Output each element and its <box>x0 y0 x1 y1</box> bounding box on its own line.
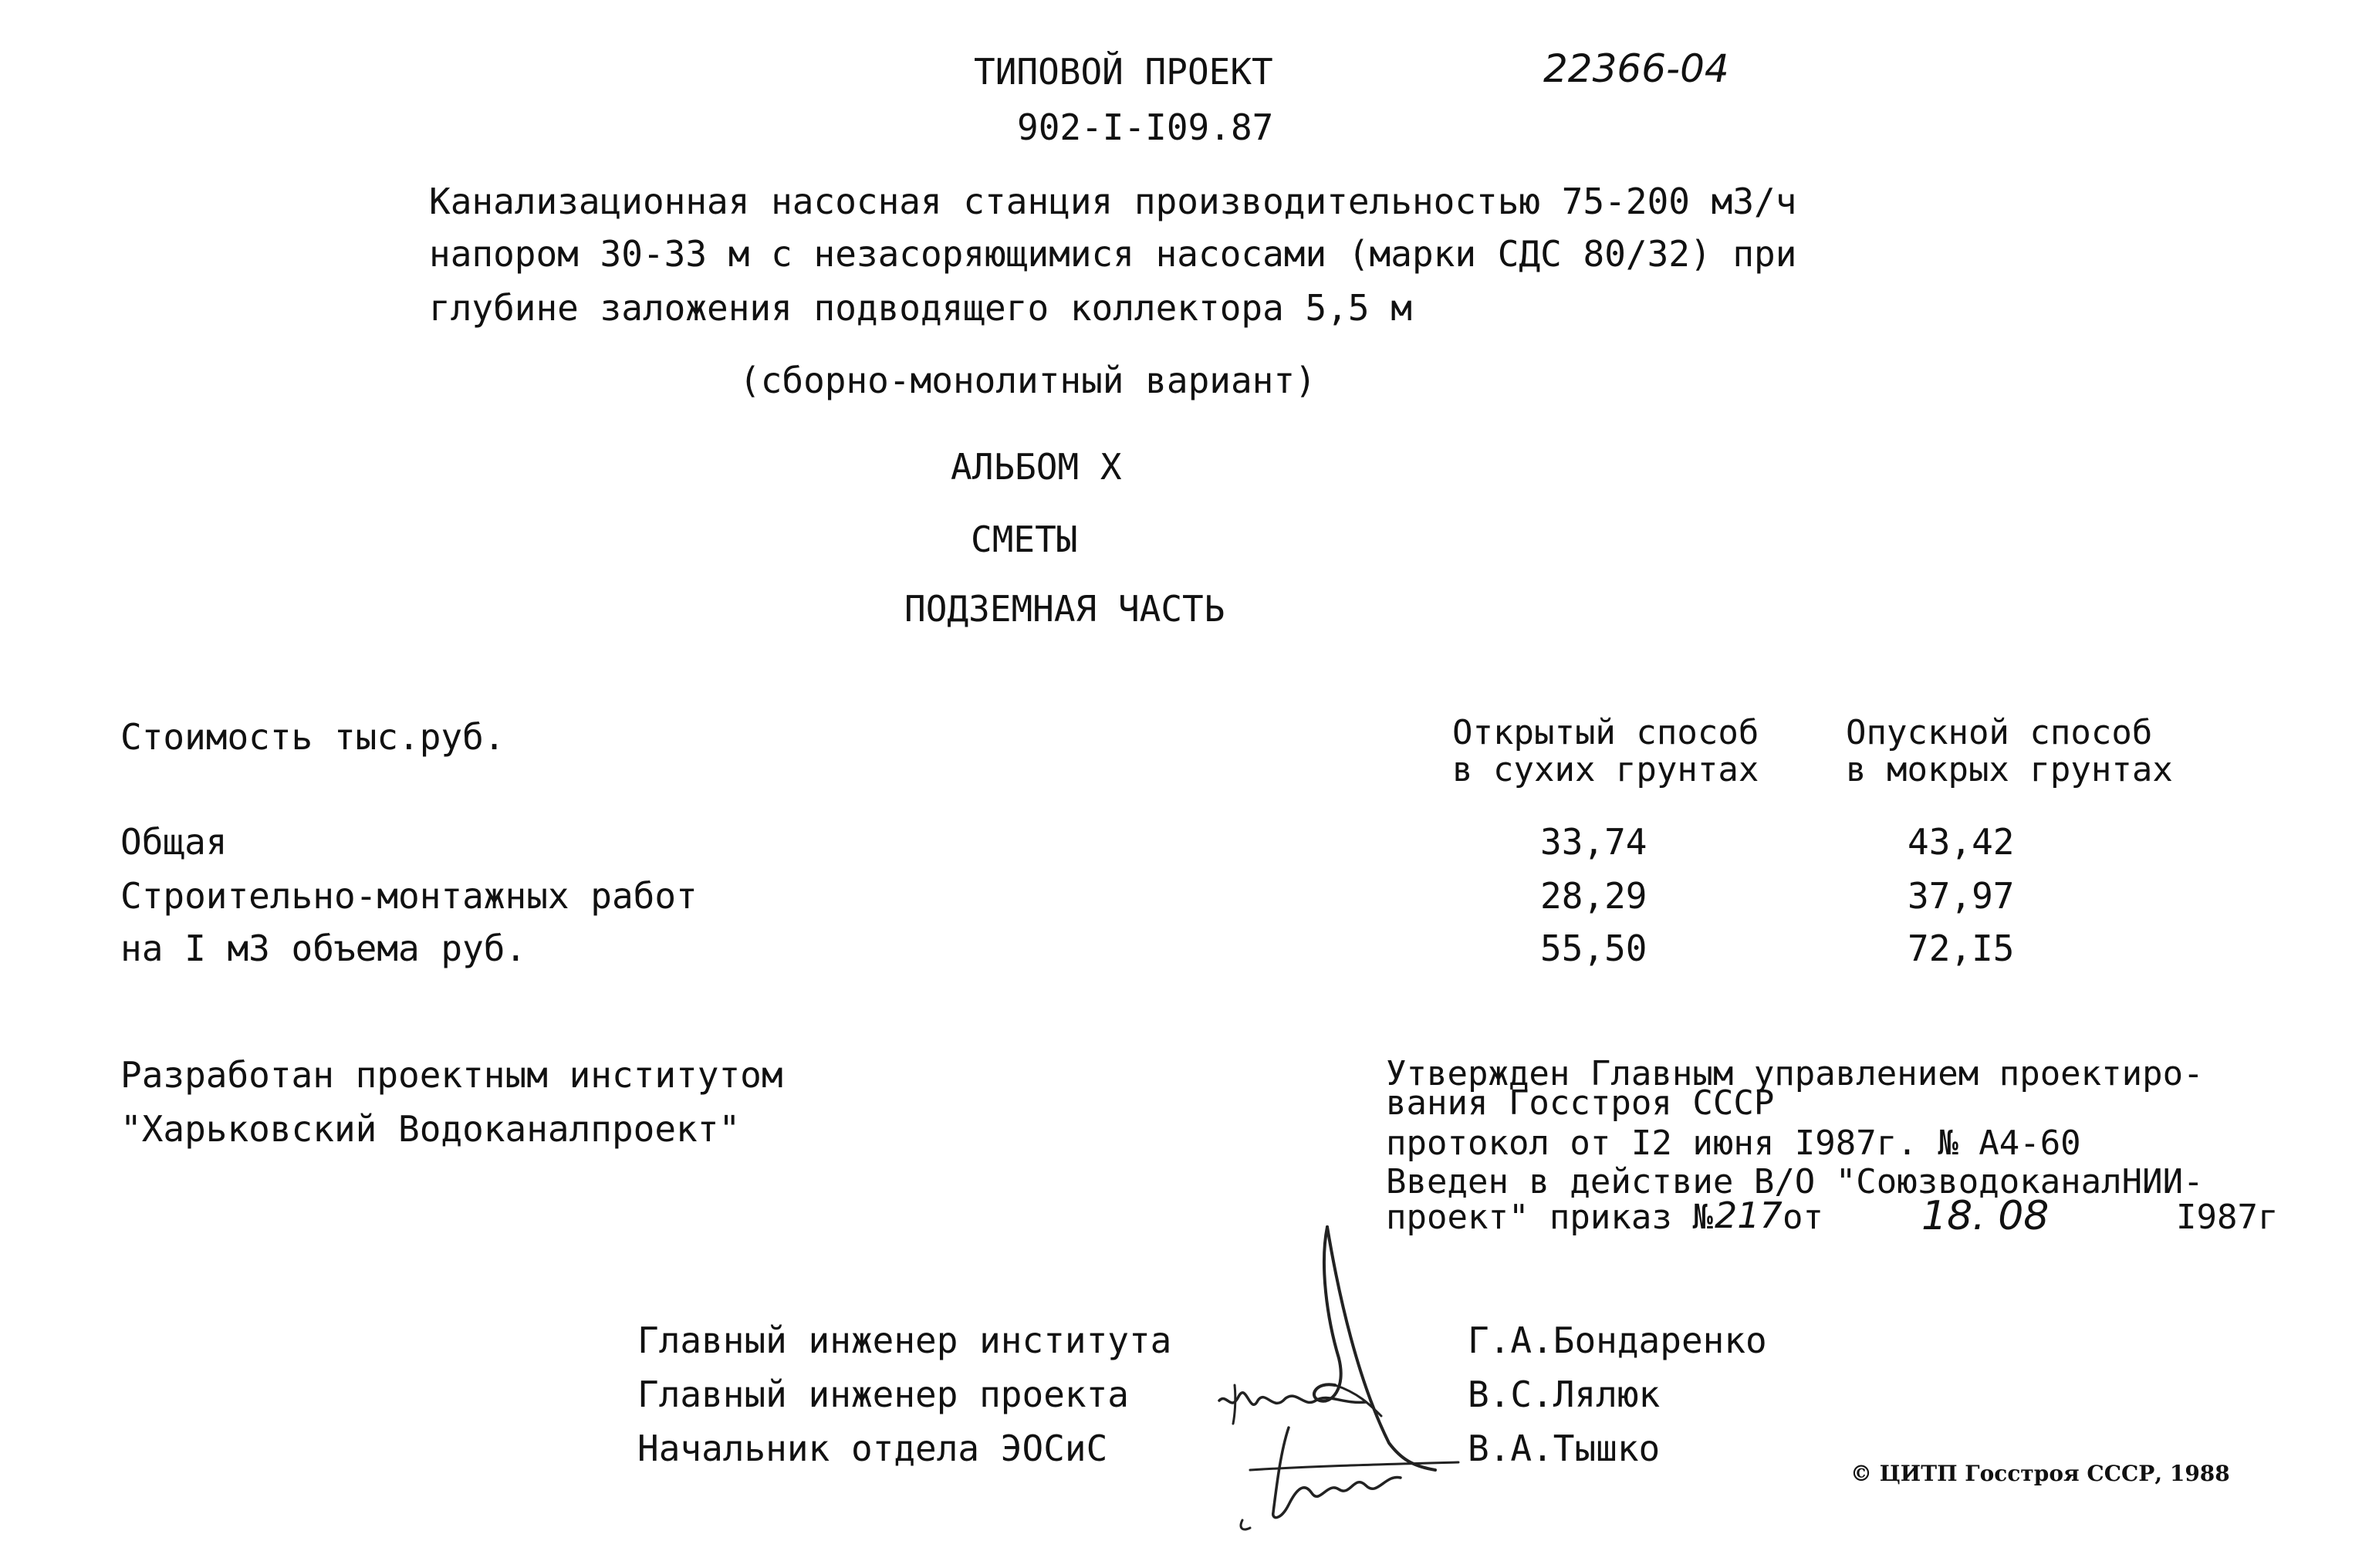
album-subtitle: ПОДЗЕМНАЯ ЧАСТЬ <box>904 588 1225 630</box>
description-line-2: напором 30-33 м с незасоряющимися насосами (марки СДС 80/32) при <box>429 233 1797 275</box>
description-line-1: Канализационная насосная станция производительностью 75-200 м3/ч <box>429 181 1797 222</box>
approval-line-2: вания Госстроя СССР <box>1386 1083 1775 1123</box>
table-cell-lowered-wet: 37,97 <box>1908 875 2015 917</box>
signatory-role: Главный инженер института <box>637 1320 1172 1361</box>
approval-line-5-prefix: проект" приказ № <box>1386 1198 1713 1237</box>
description-variant: (сборно-монолитный вариант) <box>739 360 1316 401</box>
table-row-label: Общая <box>120 821 228 863</box>
approval-line-3: протокол от I2 июня I987г. № А4-60 <box>1386 1124 2081 1163</box>
signature-department-head <box>1219 1420 1466 1536</box>
table-cell-lowered-wet: 72,I5 <box>1908 928 2015 969</box>
table-cell-open-dry: 55,50 <box>1540 928 1647 969</box>
signatory-name: В.А.Тышко <box>1468 1428 1661 1469</box>
approval-line-4: Введен в действие В/О "СоюзводоканалНИИ- <box>1386 1162 2204 1201</box>
table-row-label: Строительно-монтажных работ <box>120 875 698 917</box>
table-row-label: на I м3 объема руб. <box>120 928 527 969</box>
developer-line-1: Разработан проектным институтом <box>120 1054 783 1096</box>
approval-line-1: Утвержден Главным управлением проектиро- <box>1386 1054 2204 1093</box>
signatory-name: В.С.Лялюк <box>1468 1374 1661 1415</box>
developer-line-2: "Харьковский Водоканалпроект" <box>120 1108 741 1150</box>
table-cell-open-dry: 33,74 <box>1540 821 1647 863</box>
cost-table-label: Стоимость тыс.руб. <box>120 716 505 758</box>
project-type-label: ТИПОВОЙ ПРОЕКТ <box>974 51 1273 93</box>
signatory-name: Г.А.Бондаренко <box>1468 1320 1767 1361</box>
copyright-notice: © ЦИТП Госстроя СССР, 1988 <box>1850 1461 2230 1486</box>
album-title: СМЕТЫ <box>971 519 1078 560</box>
project-number: 902-I-I09.87 <box>1017 106 1274 148</box>
description-line-3: глубине заложения подводящего коллектора 5,5 м <box>429 287 1412 329</box>
table-cell-open-dry: 28,29 <box>1540 875 1647 917</box>
handwritten-code: 22366-04 <box>1543 46 1729 91</box>
col2-header-line-2: в мокрых грунтах <box>1846 750 2173 789</box>
approval-date: 18. 08 <box>1921 1193 2050 1239</box>
approval-year: I987г <box>2176 1198 2279 1237</box>
signatory-role: Главный инженер проекта <box>637 1374 1129 1415</box>
col1-header-line-2: в сухих грунтах <box>1452 750 1759 789</box>
approval-order-number: 217 <box>1715 1195 1783 1236</box>
approval-from-label: от <box>1783 1198 1823 1237</box>
signatory-role: Начальник отдела ЭОСиС <box>637 1428 1108 1469</box>
col1-header-line-1: Открытый способ <box>1452 713 1759 752</box>
table-cell-lowered-wet: 43,42 <box>1908 821 2015 863</box>
album-number: АЛЬБОМ X <box>951 446 1122 488</box>
col2-header-line-1: Опускной способ <box>1846 713 2153 752</box>
